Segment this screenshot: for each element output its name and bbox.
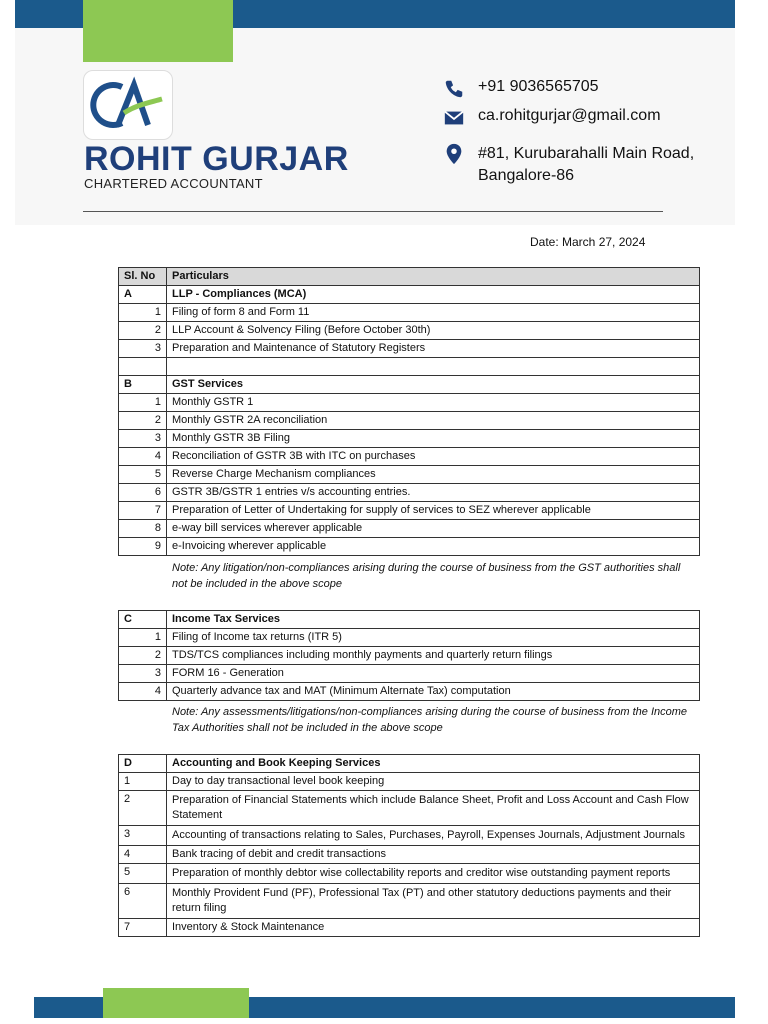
bottom-green-block	[103, 988, 249, 1018]
item-text: FORM 16 - Generation	[167, 665, 700, 683]
item-number: 6	[119, 484, 167, 502]
header-divider	[83, 211, 663, 212]
table-row	[119, 884, 700, 919]
section-title: GST Services	[167, 376, 700, 394]
item-text: LLP Account & Solvency Filing (Before October 30th)	[167, 322, 700, 340]
top-green-block	[83, 0, 233, 62]
table-row	[119, 448, 700, 466]
table-row	[119, 502, 700, 520]
services-table-a-b	[118, 267, 700, 556]
firm-name: ROHIT GURJAR	[84, 140, 349, 178]
item-number: 7	[119, 919, 167, 937]
table-row	[119, 340, 700, 358]
item-text: e-Invoicing wherever applicable	[167, 538, 700, 556]
item-number: 5	[119, 864, 167, 884]
section-code: B	[119, 376, 167, 394]
item-number: 1	[119, 304, 167, 322]
table-row	[119, 665, 700, 683]
item-text: Quarterly advance tax and MAT (Minimum Alternate Tax) computation	[167, 683, 700, 701]
table-row	[119, 683, 700, 701]
income-tax-note: Note: Any assessments/litigations/non-compliances arising during the course of business from the Income Tax Authorities shall not be included in the above scope	[172, 706, 688, 734]
item-text: Accounting of transactions relating to Sales, Purchases, Payroll, Expenses Journals, Adjustment Journals	[167, 826, 700, 846]
item-text: Preparation of Financial Statements which include Balance Sheet, Profit and Loss Account and Cash Flow Statement	[167, 791, 700, 826]
item-text: Monthly GSTR 3B Filing	[167, 430, 700, 448]
table-row	[119, 466, 700, 484]
item-number: 6	[119, 884, 167, 919]
table-row	[119, 647, 700, 665]
table-row	[119, 394, 700, 412]
table-row	[119, 919, 700, 937]
item-text: e-way bill services wherever applicable	[167, 520, 700, 538]
item-number: 7	[119, 502, 167, 520]
table-row-empty	[119, 358, 700, 376]
item-number: 9	[119, 538, 167, 556]
item-number: 4	[119, 846, 167, 864]
section-c-row	[119, 611, 700, 629]
section-code: A	[119, 286, 167, 304]
item-number: 3	[119, 826, 167, 846]
table-header-row	[119, 268, 700, 286]
table-row	[119, 484, 700, 502]
item-text: Preparation and Maintenance of Statutory Registers	[167, 340, 700, 358]
item-text: Preparation of monthly debtor wise collectability reports and creditor wise outstanding payment reports	[167, 864, 700, 884]
table-row	[119, 791, 700, 826]
table-row	[119, 412, 700, 430]
address-line-1: #81, Kurubarahalli Main Road,	[478, 145, 695, 162]
item-number: 2	[119, 791, 167, 826]
services-table-d	[118, 754, 700, 937]
phone-icon	[443, 78, 465, 100]
item-number: 1	[119, 773, 167, 791]
phone-number[interactable]: +91 9036565705	[478, 78, 599, 95]
item-number: 2	[119, 412, 167, 430]
item-number: 4	[119, 683, 167, 701]
item-number: 3	[119, 340, 167, 358]
section-d-row	[119, 755, 700, 773]
item-number: 2	[119, 647, 167, 665]
item-text: Preparation of Letter of Undertaking for supply of services to SEZ wherever applicable	[167, 502, 700, 520]
section-code: D	[119, 755, 167, 773]
item-number: 1	[119, 394, 167, 412]
item-text: TDS/TCS compliances including monthly payments and quarterly return filings	[167, 647, 700, 665]
address-line-2: Bangalore-86	[478, 167, 575, 184]
item-number: 3	[119, 430, 167, 448]
table-row	[119, 322, 700, 340]
item-text: Filing of form 8 and Form 11	[167, 304, 700, 322]
section-code: C	[119, 611, 167, 629]
item-text: Monthly GSTR 1	[167, 394, 700, 412]
gst-note: Note: Any litigation/non-compliances arising during the course of business from the GST authorities shall not be included in the above scope	[172, 562, 681, 590]
location-pin-icon	[443, 143, 465, 165]
item-text: Bank tracing of debit and credit transactions	[167, 846, 700, 864]
item-number: 3	[119, 665, 167, 683]
table-row	[119, 430, 700, 448]
email-icon	[443, 107, 465, 129]
item-text: Monthly GSTR 2A reconciliation	[167, 412, 700, 430]
item-number: 8	[119, 520, 167, 538]
item-number: 4	[119, 448, 167, 466]
services-table-c	[118, 610, 700, 701]
header-slno: Sl. No	[119, 268, 167, 286]
table-row	[119, 864, 700, 884]
header-particulars: Particulars	[167, 268, 700, 286]
table-row	[119, 773, 700, 791]
email-address[interactable]: ca.rohitgurjar@gmail.com	[478, 107, 661, 124]
section-b-row	[119, 376, 700, 394]
section-a-row	[119, 286, 700, 304]
table-row	[119, 520, 700, 538]
ca-logo-icon	[88, 75, 168, 135]
ca-logo	[83, 70, 173, 140]
table-row	[119, 538, 700, 556]
document-date: Date: March 27, 2024	[530, 235, 646, 249]
item-text: GSTR 3B/GSTR 1 entries v/s accounting entries.	[167, 484, 700, 502]
section-title: Income Tax Services	[167, 611, 700, 629]
item-text: Filing of Income tax returns (ITR 5)	[167, 629, 700, 647]
item-number: 2	[119, 322, 167, 340]
table-row	[119, 304, 700, 322]
item-text: Monthly Provident Fund (PF), Professional Tax (PT) and other statutory deductions payments and their return filing	[167, 884, 700, 919]
item-text: Reconciliation of GSTR 3B with ITC on purchases	[167, 448, 700, 466]
item-number: 5	[119, 466, 167, 484]
item-text: Day to day transactional level book keeping	[167, 773, 700, 791]
table-row	[119, 826, 700, 846]
table-row	[119, 629, 700, 647]
empty-cell	[119, 358, 167, 376]
item-text: Inventory & Stock Maintenance	[167, 919, 700, 937]
firm-subtitle: CHARTERED ACCOUNTANT	[84, 176, 263, 191]
section-title: LLP - Compliances (MCA)	[167, 286, 700, 304]
table-row	[119, 846, 700, 864]
empty-cell	[167, 358, 700, 376]
item-text: Reverse Charge Mechanism compliances	[167, 466, 700, 484]
section-title: Accounting and Book Keeping Services	[167, 755, 700, 773]
item-number: 1	[119, 629, 167, 647]
